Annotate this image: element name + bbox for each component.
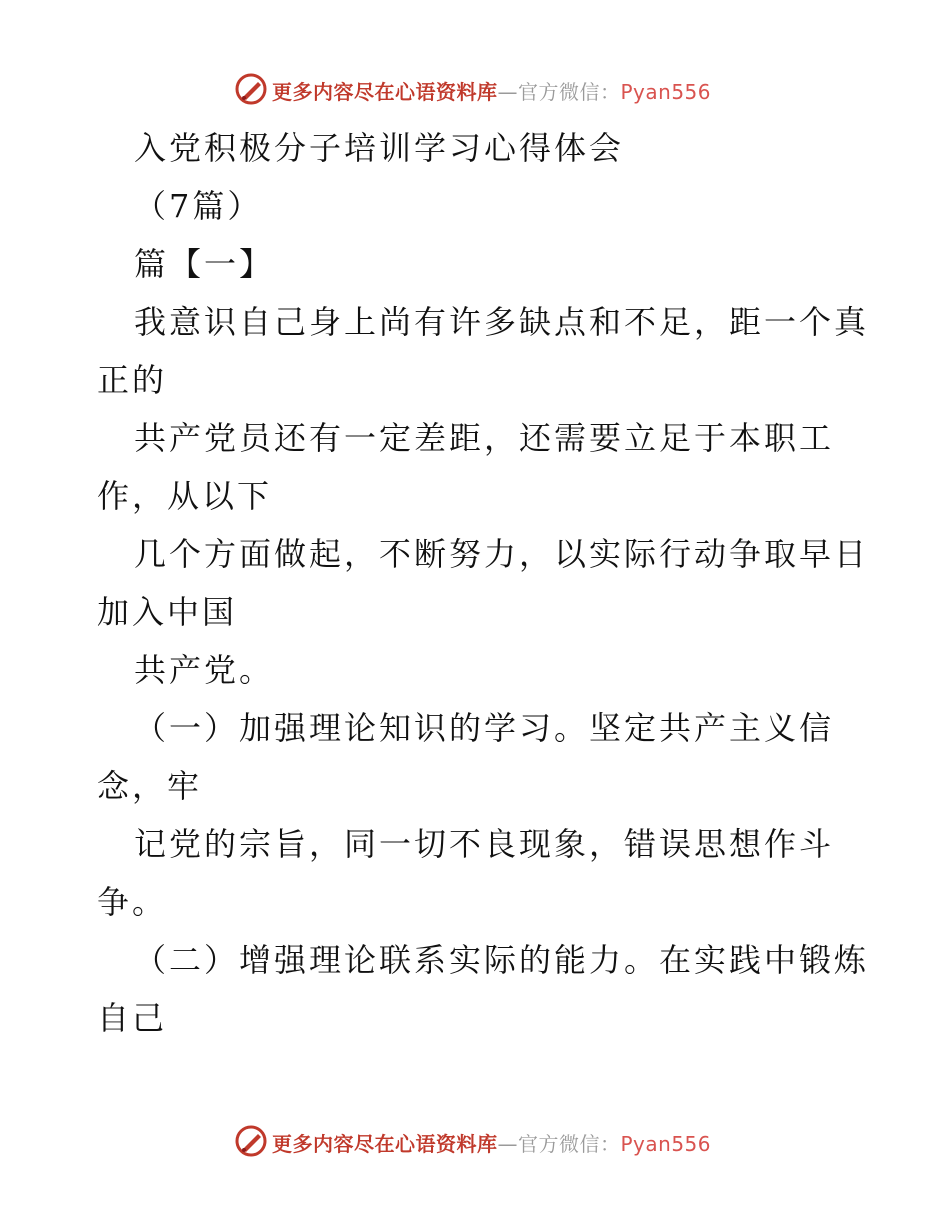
paragraph-line: （一）加强理论知识的学习。坚定共产主义信 bbox=[134, 709, 835, 747]
paragraph-line: 争。 bbox=[97, 883, 168, 921]
paragraph-line: 作，从以下 bbox=[97, 477, 273, 515]
paragraph-line: 加入中国 bbox=[97, 593, 238, 631]
section-heading: 篇【一】 bbox=[134, 245, 275, 283]
doc-subtitle: （7篇） bbox=[134, 187, 263, 225]
paragraph-line: 共产党。 bbox=[134, 651, 275, 689]
paragraph-line: 共产党员还有一定差距，还需要立足于本职工 bbox=[134, 419, 835, 457]
paragraph-line: （二）增强理论联系实际的能力。在实践中锻炼 bbox=[134, 941, 870, 979]
banner-text: 更多内容尽在心语资料库—官方微信：Pyan556 bbox=[272, 80, 712, 104]
pen-logo-icon bbox=[234, 72, 268, 106]
paragraph-line: 记党的宗旨，同一切不良现象，错误思想作斗 bbox=[134, 825, 835, 863]
paragraph-line: 几个方面做起，不断努力，以实际行动争取早日 bbox=[134, 535, 870, 573]
footer-banner bbox=[0, 1122, 950, 1162]
paragraph-line: 自己 bbox=[97, 999, 168, 1037]
paragraph-line: 我意识自己身上尚有许多缺点和不足，距一个真 bbox=[134, 303, 870, 341]
pen-logo-icon bbox=[234, 1124, 268, 1158]
header-banner bbox=[0, 70, 950, 110]
doc-title: 入党积极分子培训学习心得体会 bbox=[134, 129, 625, 167]
paragraph-line: 正的 bbox=[97, 361, 168, 399]
banner-text: 更多内容尽在心语资料库—官方微信：Pyan556 bbox=[272, 1132, 712, 1156]
paragraph-line: 念，牢 bbox=[97, 767, 203, 805]
